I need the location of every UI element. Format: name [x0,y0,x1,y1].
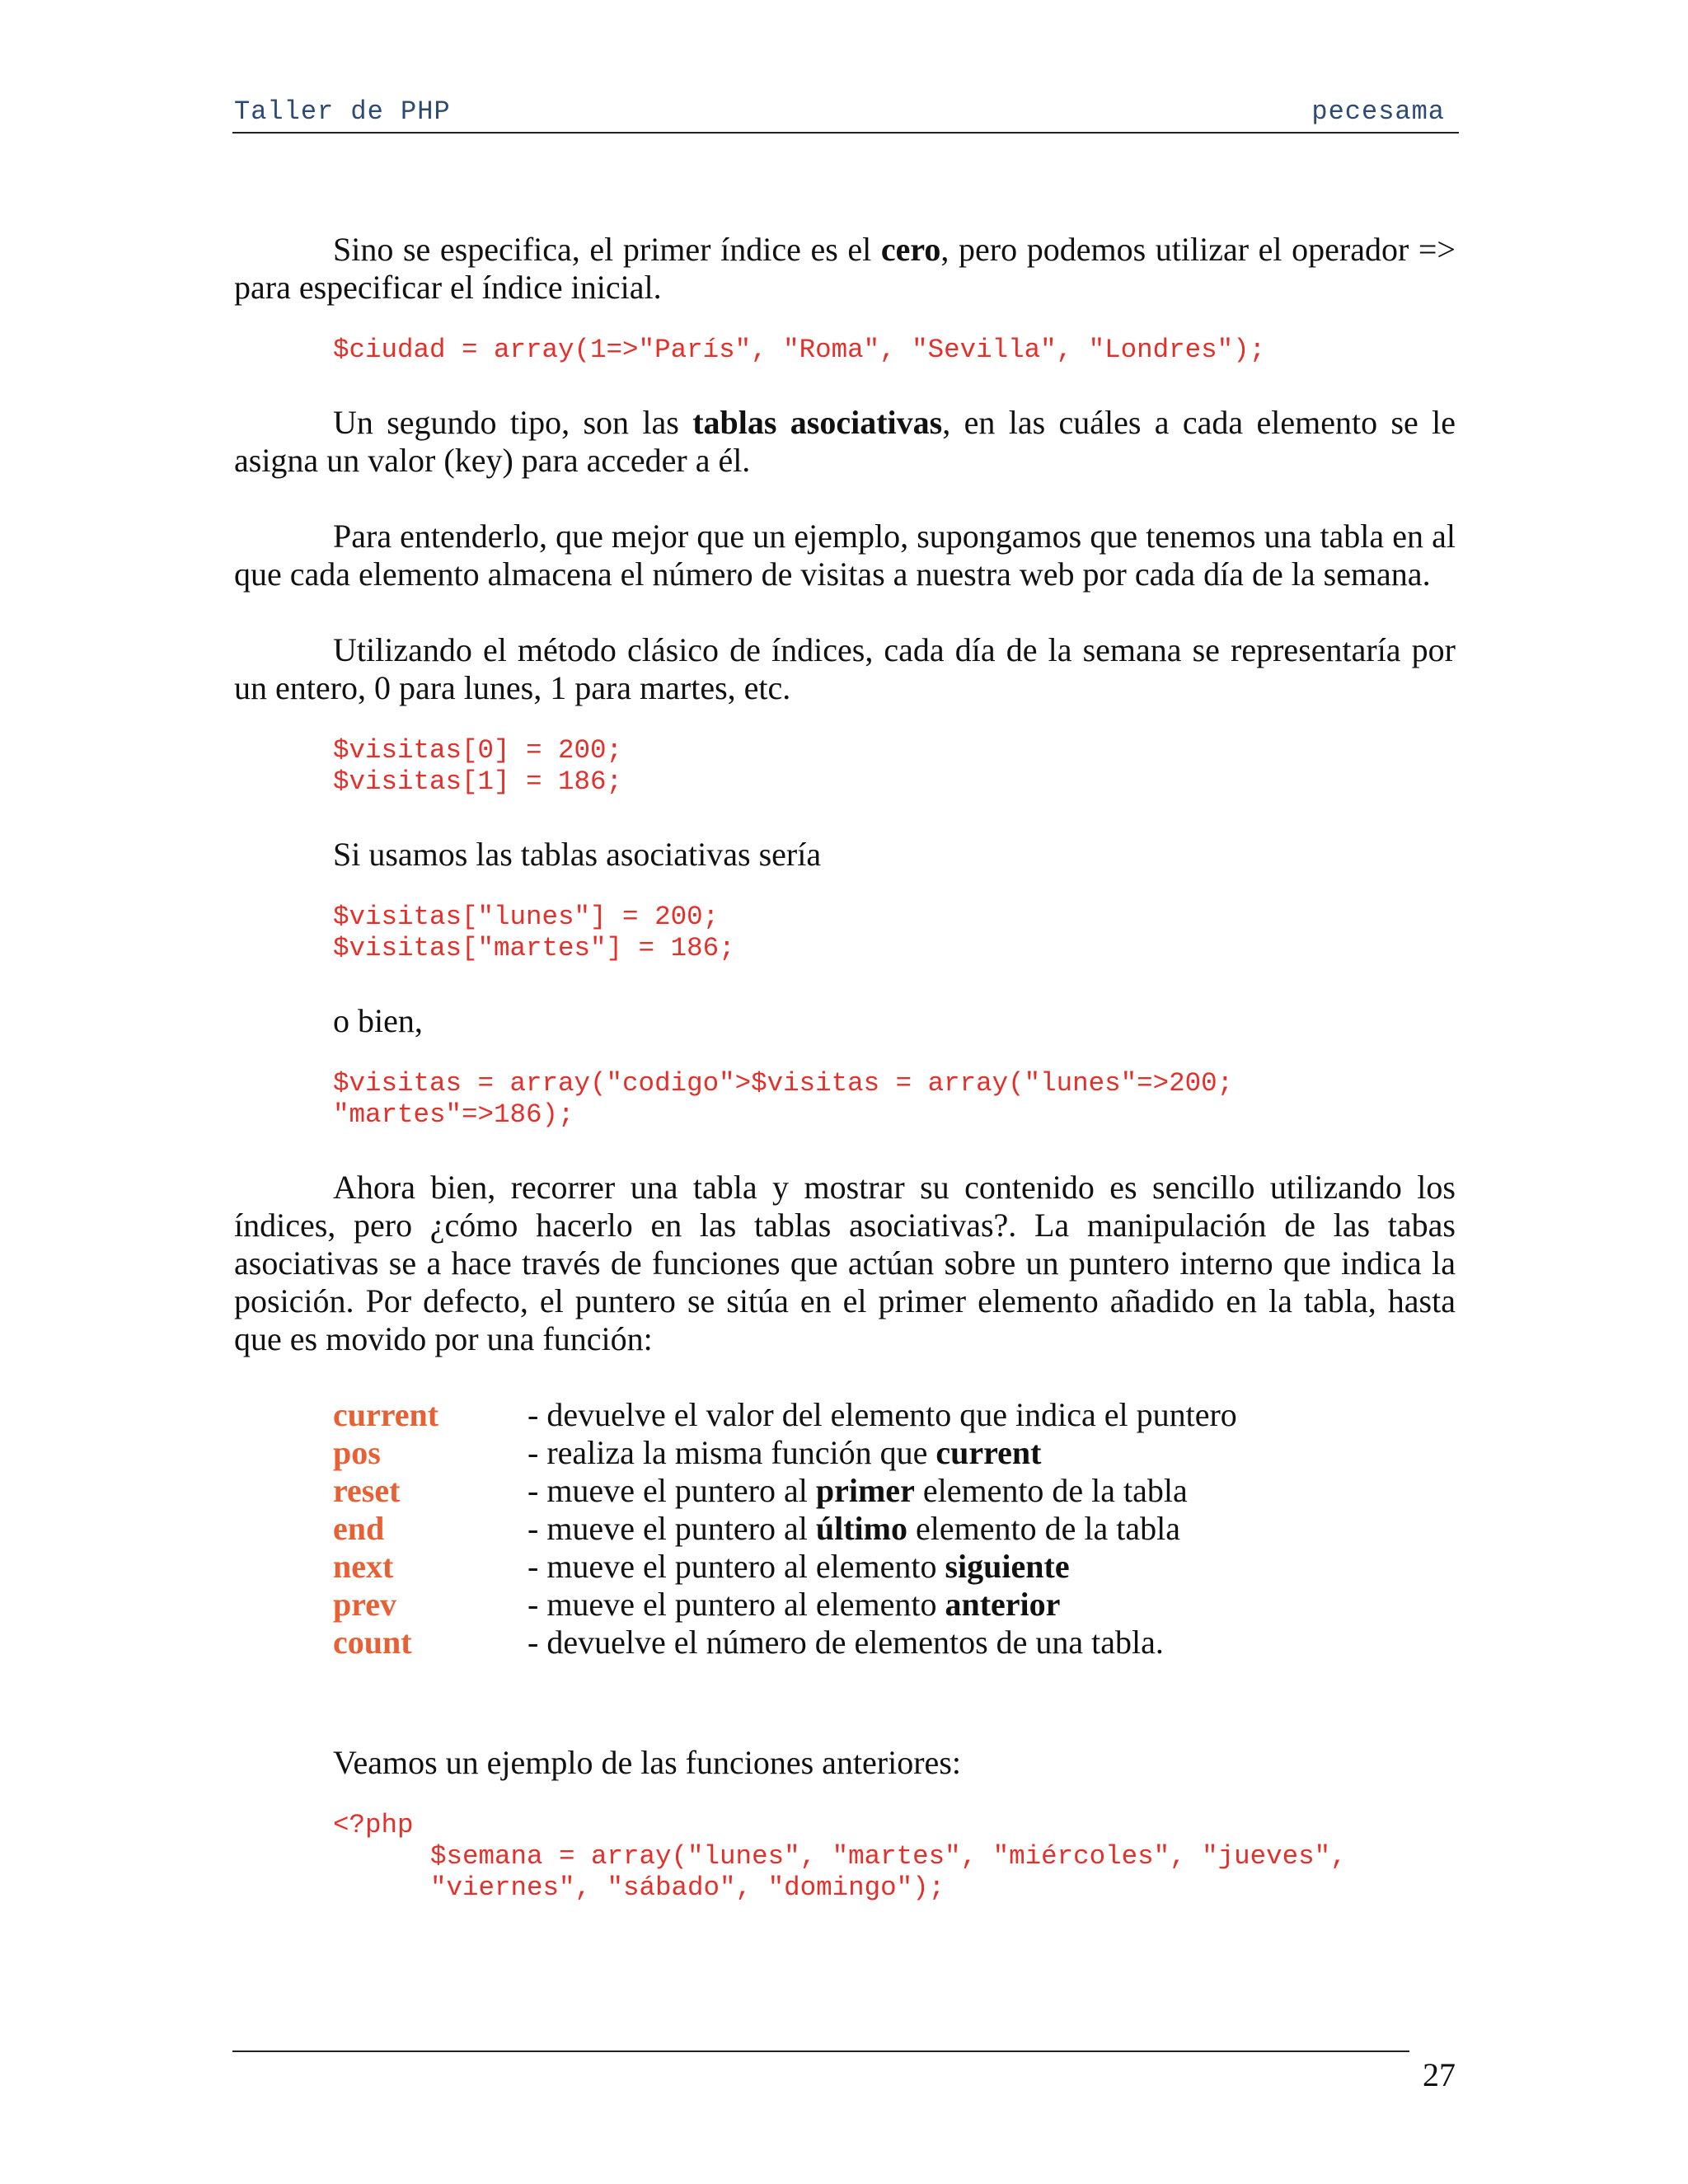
function-name: next [333,1548,394,1585]
code-line: <?php [333,1810,414,1840]
function-name: prev [333,1586,397,1623]
code-block-visitas-indices [333,735,1456,798]
function-name: end [333,1510,385,1547]
function-description: - mueve el puntero al último elemento de la tabla [528,1510,1180,1547]
bold-term: cero [880,231,941,268]
paragraph-o-bien: o bien, [333,1002,423,1039]
function-description: - mueve el puntero al primer elemento de la tabla [528,1472,1188,1509]
page-number: 27 [1423,2056,1456,2093]
code-block-semana [333,1810,1456,1904]
function-description: - devuelve el número de elementos de una tabla. [528,1624,1164,1661]
bold-term: tablas asociativas [692,404,943,441]
code-line: $visitas[0] = 200; [333,735,623,766]
function-list [333,1396,1237,1661]
function-name: count [333,1624,412,1661]
function-name: current [333,1396,439,1433]
function-row [333,1510,1237,1548]
footer-divider [232,2050,1409,2052]
function-row [333,1624,1237,1661]
function-name: pos [333,1434,381,1471]
function-row [333,1434,1237,1472]
header-author: pecesama [1311,96,1445,127]
code-block-visitas-assoc [333,902,1456,964]
paragraph-pointer-functions: Ahora bien, recorrer una tabla y mostrar su contenido es sencillo utilizando los índices, pero ¿cómo hacerlo en las tablas asociativas?. La manipulación de las tabas asociativas se a hace través de funciones que actúan sobre un puntero interno que indica la posición. Por defecto, el puntero se sitúa en el primer elemento añadido en la tabla, hasta que es movido por una función: [234,1169,1456,1357]
paragraph-example-functions: Veamos un ejemplo de las funciones anteriores: [333,1744,961,1781]
function-description: - devuelve el valor del elemento que indica el puntero [528,1396,1237,1433]
paragraph-classic-indices: Utilizando el método clásico de índices, cada día de la semana se representaría por un entero, 0 para lunes, 1 para martes, etc. [234,631,1456,706]
code-line: $semana = array("lunes", "martes", "miércoles", "jueves", [430,1841,1347,1872]
code-line: $visitas["lunes"] = 200; [333,902,720,932]
code-line: "viernes", "sábado", "domingo"); [430,1872,945,1903]
page-body [234,231,1456,1942]
function-name: reset [333,1472,401,1509]
code-line: $visitas[1] = 186; [333,766,623,797]
function-description: - mueve el puntero al elemento siguiente [528,1548,1070,1585]
header-divider [232,132,1459,134]
code-line: "martes"=>186); [333,1099,574,1130]
function-row [333,1586,1237,1624]
code-line: $visitas["martes"] = 186; [333,933,735,963]
code-line: $visitas = array("codigo">$visitas = array("lunes"=>200; [333,1068,1234,1099]
code-block-visitas-array [333,1068,1456,1131]
paragraph-first-index: Sino se especifica, el primer índice es el cero, pero podemos utilizar el operador => para especificar el índice inicial. [234,231,1456,306]
function-row [333,1396,1237,1434]
paragraph-associative-tables: Un segundo tipo, son las tablas asociativas, en las cuáles a cada elemento se le asigna un valor (key) para acceder a él. [234,404,1456,479]
function-row [333,1548,1237,1586]
code-block-ciudad: $ciudad = array(1=>"París", "Roma", "Sevilla", "Londres"); [333,335,1266,365]
paragraph-using-associative: Si usamos las tablas asociativas sería [333,836,822,873]
function-description: - mueve el puntero al elemento anterior [528,1586,1061,1623]
header-title: Taller de PHP [234,96,451,127]
function-description: - realiza la misma función que current [528,1434,1042,1471]
function-row [333,1472,1237,1510]
paragraph-example-intro: Para entenderlo, que mejor que un ejemplo, supongamos que tenemos una tabla en al que cada elemento almacena el número de visitas a nuestra web por cada día de la semana. [234,518,1456,593]
